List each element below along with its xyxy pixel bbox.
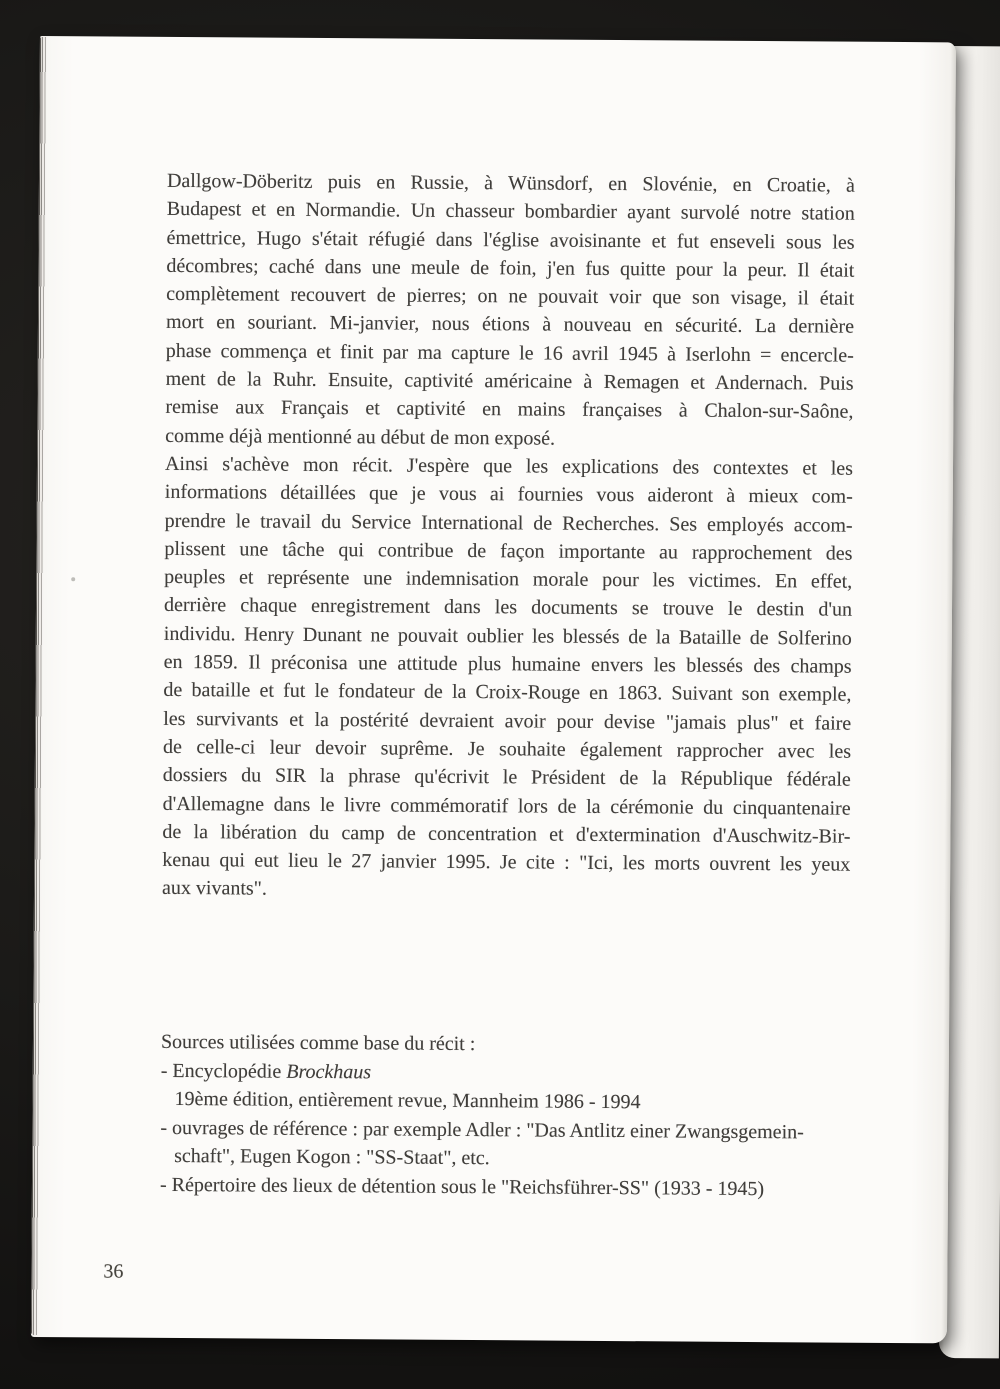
text-line: Dallgow-Döberitz puis en Russie, à Wünsdorf, en Slovénie, en Croatie, à [166,169,856,197]
scan-speck [71,577,75,581]
source-entry: - Répertoire des lieux de détention sous le "Reichsführer-SS" (1933 - 1945) [159,1173,765,1201]
body-text [162,167,855,908]
source-entry: 19ème édition, entièrement revue, Mannheim 1986 - 1994 [174,1088,641,1114]
text-line: mort en souriant. Mi-janvier, nous étions à nouveau en sécurité. La dernière [165,311,855,339]
sources-heading: Sources utilisées comme base du récit : [160,1030,476,1056]
text-line: remise aux Français et captivité en mains françaises à Chalon-sur-Saône, [165,396,854,424]
paragraph [162,450,853,908]
paragraph [165,167,855,455]
book-page [31,36,956,1343]
text-line: d'Allemagne dans le livre commémoratif lors de la cérémonie du cinquantenaire [162,792,851,820]
text-line: aux vivants". [161,877,267,901]
text-line: de la libération du camp de concentration et d'extermination d'Auschwitz-Bir- [162,820,851,848]
text-line: de bataille et fut le fondateur de la Croix-Rouge en 1863. Suivant son exemple, [163,679,852,707]
text-line: dossiers du SIR la phrase qu'écrivit le Président de la République fédérale [162,764,851,791]
text-line: prendre le travail du Service International de Recherches. Ses employés accom- [164,509,853,537]
source-entry: schaft", Eugen Kogon : "SS-Staat", etc. [174,1145,490,1170]
text-line: peuples et représente une indemnisation morale pour les victimes. En effet, [164,566,853,593]
text-line: Budapest et en Normandie. Un chasseur bombardier ayant survolé notre station [166,198,855,225]
text-line: informations détaillées que je vous ai fournies vous aideront à mieux com- [164,481,853,508]
text-line: derrière chaque enregistrement dans les documents se trouve le destin d'un [163,594,853,622]
text-line: phase commença et finit par ma capture le 16 avril 1945 à Iserlohn = encercle- [165,339,854,367]
page-stack-edges [31,37,48,1335]
text-line: kenau qui eut lieu le 27 janvier 1995. Je cite : "Ici, les morts ouvrent les yeux [162,848,851,876]
text-line: individu. Henry Dunant ne pouvait oublier les blessés de la Bataille de Solferino [163,622,852,650]
text-line: comme déjà mentionné au début de mon exposé. [165,424,556,450]
sources-section [160,1028,861,1204]
text-line: ment de la Ruhr. Ensuite, captivité américaine à Remagen et Andernach. Puis [165,367,854,395]
text-line: complètement recouvert de pierres; on ne pouvait voir que son visage, il était [166,283,855,310]
page-number: 36 [103,1260,124,1283]
text-line: de celle-ci leur devoir suprême. Je souhaite également rapprocher avec les [162,735,852,763]
source-entry-italic-title: Brockhaus [286,1060,372,1083]
text-line: les survivants et la postérité devraient avoir pour devise "jamais plus" et faire [163,707,852,735]
text-line: Ainsi s'achève mon récit. J'espère que les explications des contextes et les [164,452,854,480]
text-line: plissent une tâche qui contribue de façon importante au rapprochement des [164,537,853,565]
text-line: émettrice, Hugo s'était réfugié dans l'église avoisinante et fut enseveli sous les [166,226,855,254]
source-entry-text: - Encyclopédie [160,1059,287,1083]
text-line: en 1859. Il préconisa une attitude plus humaine envers les blessés des champs [163,650,852,678]
text-line: décombres; caché dans une meule de foin, j'en fus quitte pour la peur. Il était [166,254,855,282]
source-entry: - ouvrages de référence : par exemple Adler : "Das Antlitz einer Zwangsgemein- [160,1116,804,1144]
